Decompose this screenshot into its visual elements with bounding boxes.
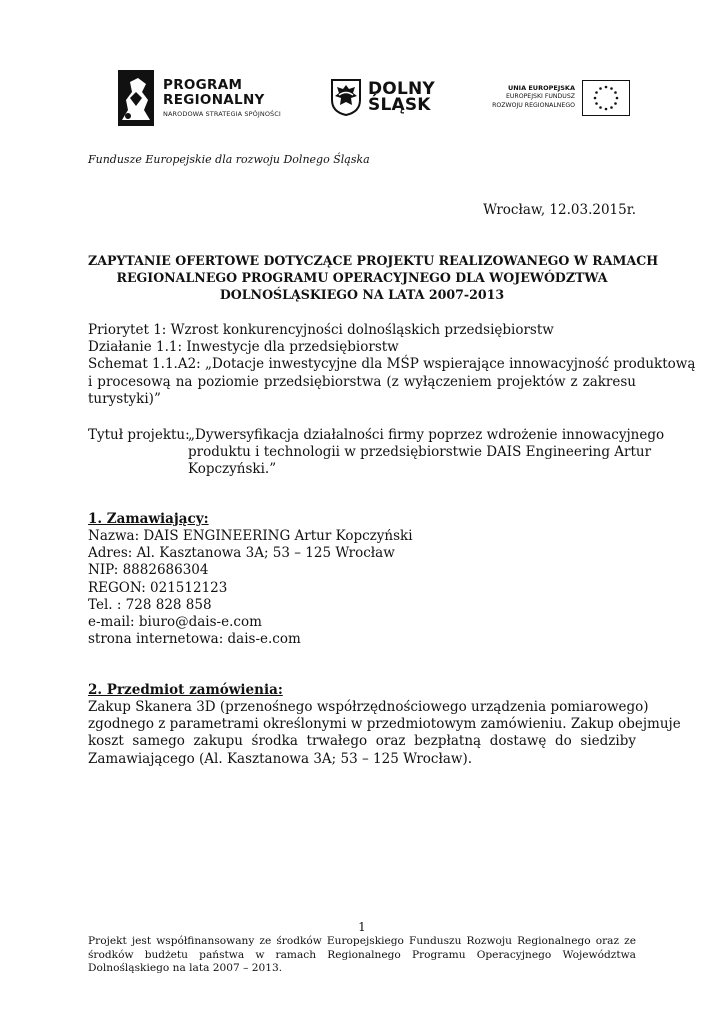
contact-phone: Tel. : 728 828 858	[88, 596, 212, 613]
eu-logo-line1: UNIA EUROPEJSKA	[507, 84, 575, 92]
schemat-line1: Schemat 1.1.A2: „Dotacje inwestycyjne dla MŚP wspierające innowacyjność produktową	[88, 356, 696, 373]
footer-line3: Dolnośląskiego na lata 2007 – 2013.	[88, 962, 283, 974]
order-subject-block	[88, 699, 681, 768]
priorytet-line: Priorytet 1: Wzrost konkurencyjności dolnośląskich przedsiębiorstw	[88, 322, 554, 338]
dzialanie-line: Działanie 1.1: Inwestycje dla przedsiębiorstw	[88, 339, 399, 356]
dolny-slask-line1: DOLNY	[368, 79, 435, 99]
order-line3: koszt samego zakupu środka trwałego oraz bezpłatną dostawę do siedziby	[88, 733, 636, 750]
document-date: Wrocław, 12.03.2015r.	[483, 202, 636, 218]
schemat-line2: i procesową na poziomie przedsiębiorstwa (z wyłączeniem projektów z zakresu	[88, 373, 636, 390]
title-line2: REGIONALNEGO PROGRAMU OPERACYJNEGO DLA WOJEWÓDZTWA	[116, 270, 608, 285]
document-title	[88, 252, 659, 303]
title-line3: DOLNOŚLĄSKIEGO NA LATA 2007-2013	[219, 287, 505, 302]
project-line2: produktu i technologii w przedsiębiorstwie DAIS Engineering Artur	[188, 444, 652, 461]
eu-flag-icon	[582, 80, 630, 116]
order-line2: zgodnego z parametrami określonymi w przedmiotowym zamówieniu. Zakup obejmuje	[88, 716, 681, 733]
contact-website: strona internetowa: dais-e.com	[88, 631, 301, 648]
footer-note	[88, 935, 636, 976]
order-line4: Zamawiającego (Al. Kasztanowa 3A; 53 – 125 Wrocław).	[88, 750, 473, 767]
schemat-line3: turystyki)”	[88, 390, 161, 407]
project-value	[188, 427, 665, 479]
project-line1: „Dywersyfikacja działalności firmy poprzez wdrożenie innowacyjnego	[188, 427, 665, 443]
priorities-block	[88, 322, 696, 408]
contact-nip: NIP: 8882686304	[88, 562, 209, 579]
program-logo-line2: REGIONALNY	[163, 92, 265, 108]
project-label: Tytuł projektu:	[88, 427, 190, 443]
eagle-crest-icon	[330, 78, 362, 116]
footer-line1: Projekt jest współfinansowany ze środków Europejskiego Funduszu Rozwoju Regionalnego oraz ze	[88, 935, 636, 947]
contact-regon: REGON: 021512123	[88, 579, 228, 596]
project-line3: Kopczyński.”	[188, 461, 277, 478]
dolny-slask-logo	[330, 78, 450, 124]
program-regionalny-mark-icon	[118, 70, 154, 126]
title-line1: ZAPYTANIE OFERTOWE DOTYCZĄCE PROJEKTU REALIZOWANEGO W RAMACH	[88, 253, 659, 268]
page-number: 1	[358, 920, 366, 934]
eu-logo-line3: ROZWOJU REGIONALNEGO	[492, 101, 575, 109]
contact-email: e-mail: biuro@dais-e.com	[88, 614, 262, 631]
program-logo-line1: PROGRAM	[163, 77, 243, 93]
footer-line2: środków budżetu państwa w ramach Regionalnego Programu Operacyjnego Województwa	[88, 948, 636, 961]
order-line1: Zakup Skanera 3D (przenośnego współrzędnościowego urządzenia pomiarowego)	[88, 699, 649, 715]
eu-logo-line2: EUROPEJSKI FUNDUSZ	[505, 93, 575, 100]
contact-block	[88, 528, 636, 648]
contact-address: Adres: Al. Kasztanowa 3A; 53 – 125 Wrocław	[88, 545, 395, 562]
contact-name: Nazwa: DAIS ENGINEERING Artur Kopczyński	[88, 528, 413, 544]
program-regionalny-logo	[118, 70, 298, 128]
program-logo-line3: NARODOWA STRATEGIA SPÓJNOŚCI	[163, 110, 281, 118]
tagline: Fundusze Europejskie dla rozwoju Dolnego Śląska	[88, 153, 370, 166]
section2-heading: 2. Przedmiot zamówienia:	[88, 682, 283, 698]
dolny-slask-line2: ŚLĄSK	[368, 95, 431, 115]
section1-heading: 1. Zamawiający:	[88, 511, 209, 527]
header-logos	[0, 68, 724, 130]
eu-logo	[480, 78, 630, 122]
